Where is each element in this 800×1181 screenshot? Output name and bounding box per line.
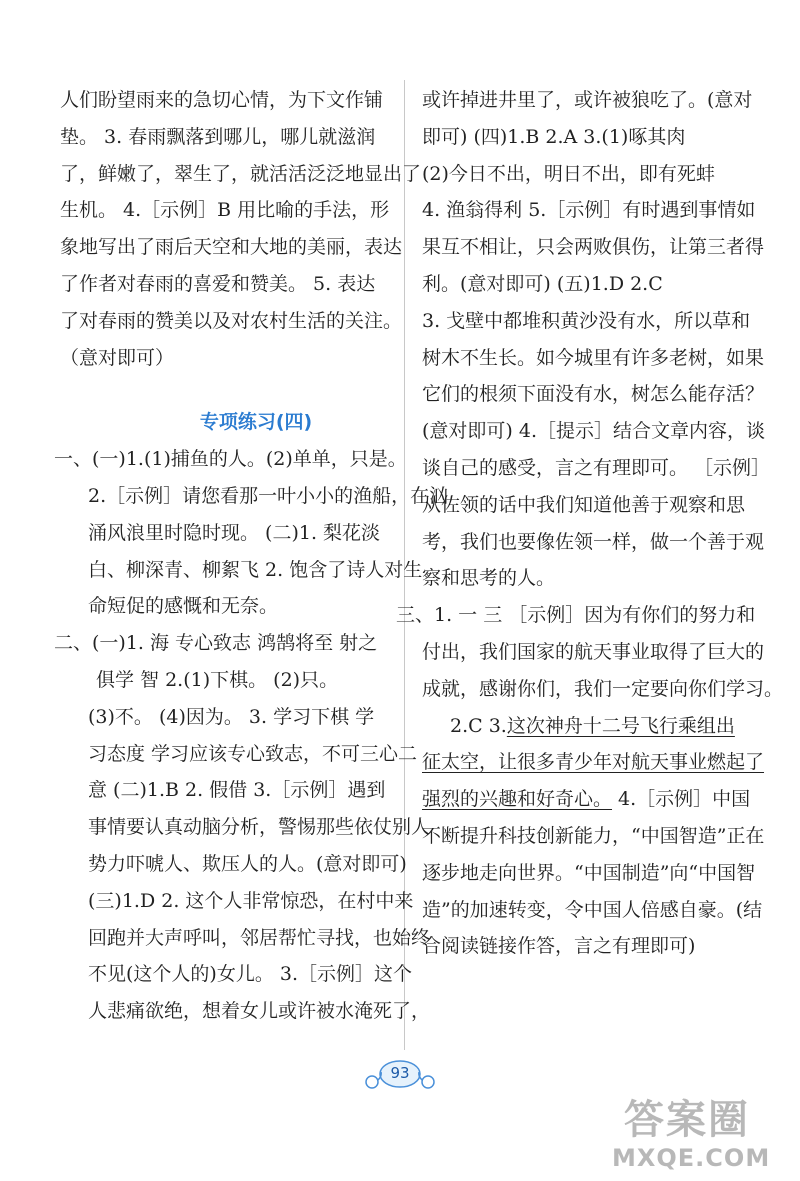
text-line: 白、柳深青、柳絮飞 2. 饱含了诗人对生 bbox=[88, 558, 423, 581]
underlined-text: 强烈的兴趣和好奇心。 bbox=[422, 788, 613, 811]
watermark bbox=[612, 1088, 788, 1174]
underlined-text: 这次神舟十二号飞行乘组出 bbox=[506, 714, 735, 737]
watermark-url: MXQE.COM bbox=[612, 1144, 771, 1172]
watermark-logo: 答案圈 bbox=[624, 1097, 750, 1143]
page-number-badge bbox=[358, 1058, 442, 1092]
text-line: 合阅读链接作答，言之有理即可) bbox=[422, 935, 696, 958]
text-line: 果互不相让，只会两败俱伤，让第三者得 bbox=[422, 236, 765, 259]
text-line: 意 (二)1.B 2. 假借 3.［示例］遇到 bbox=[88, 779, 386, 802]
text-line: 一、(一)1.(1)捕鱼的人。(2)单单，只是。 bbox=[54, 448, 407, 471]
text-line: 势力吓唬人、欺压人的人。(意对即可) bbox=[88, 852, 407, 875]
text-line: 不断提升科技创新能力，“中国智造”正在 bbox=[422, 824, 765, 847]
text-line: 习态度 学习应该专心致志，不可三心二 bbox=[88, 742, 418, 765]
text-line: 2.［示例］请您看那一叶小小的渔船，在汹 bbox=[88, 484, 449, 507]
text-line: 三、1. 一 三 ［示例］因为有你们的努力和 bbox=[396, 604, 756, 627]
text-line: 了对春雨的赞美以及对农村生活的关注。 bbox=[60, 309, 403, 332]
text-line: （意对即可） bbox=[60, 346, 175, 369]
text-line: 命短促的感慨和无奈。 bbox=[88, 595, 279, 618]
text-line: 人们盼望雨来的急切心情，为下文作铺 bbox=[60, 89, 384, 111]
text-line: 付出，我们国家的航天事业取得了巨大的 bbox=[422, 640, 765, 663]
text-line: 了，鲜嫩了，翠生了，就活活泛泛地显出了 bbox=[60, 162, 422, 185]
text-line: 逐步地走向世界。“中国制造”向“中国智 bbox=[422, 861, 756, 884]
text-line bbox=[422, 781, 752, 818]
text-line: 回跑并大声呼叫，邻居帮忙寻找，也始终 bbox=[88, 926, 431, 949]
text-run: 4.［示例］中国 bbox=[612, 788, 751, 811]
text-run: 2.C 3. bbox=[450, 714, 507, 737]
right-column bbox=[396, 82, 784, 965]
page-number: 93 bbox=[390, 1064, 410, 1082]
text-line: (2)今日不出，明日不出，即有死蚌 bbox=[422, 162, 715, 185]
text-line: 察和思考的人。 bbox=[422, 567, 556, 590]
text-line: 成就，感谢你们，我们一定要向你们学习。 bbox=[422, 677, 784, 700]
text-line: 利。(意对即可) (五)1.D 2.C bbox=[422, 272, 663, 295]
section-title: 专项练习(四) bbox=[199, 411, 313, 434]
text-line: 垫。 3. 春雨飘落到哪儿，哪儿就滋润 bbox=[60, 125, 376, 148]
text-line: 涌风浪里时隐时现。 (二)1. 梨花淡 bbox=[88, 521, 381, 544]
text-line: 即可) (四)1.B 2.A 3.(1)啄其肉 bbox=[422, 125, 686, 148]
text-line: 谈自己的感受，言之有理即可。 ［示例］ bbox=[422, 456, 771, 479]
text-line: 它们的根须下面没有水，树怎么能存活？ bbox=[422, 383, 765, 406]
text-line bbox=[422, 708, 752, 745]
underlined-text: 征太空，让很多青少年对航天事业燃起了 bbox=[422, 751, 765, 774]
text-line: 不见(这个人的)女儿。 3.［示例］这个 bbox=[88, 963, 412, 986]
text-line: 象地写出了雨后天空和大地的美丽，表达 bbox=[60, 236, 403, 259]
text-line: 或许掉进井里了，或许被狼吃了。(意对 bbox=[422, 89, 753, 111]
text-line: 考，我们也要像佐领一样，做一个善于观 bbox=[422, 530, 765, 553]
text-line: (意对即可) 4.［提示］结合文章内容，谈 bbox=[422, 420, 765, 443]
text-line: 了作者对春雨的喜爱和赞美。 5. 表达 bbox=[60, 272, 376, 295]
text-line: 树木不生长。如今城里有许多老树，如果 bbox=[422, 346, 765, 369]
text-line: 俱学 智 2.(1)下棋。 (2)只。 bbox=[96, 668, 339, 691]
text-line: 人悲痛欲绝，想着女儿或许被水淹死了， bbox=[88, 1000, 431, 1023]
text-line: 二、(一)1. 海 专心致志 鸿鹄将至 射之 bbox=[54, 632, 378, 655]
left-column bbox=[54, 82, 449, 1030]
text-line: 从佐领的话中我们知道他善于观察和思 bbox=[422, 493, 746, 516]
text-line: (三)1.D 2. 这个人非常惊恐，在村中来 bbox=[88, 889, 414, 912]
text-line: 造”的加速转变，令中国人倍感自豪。(结 bbox=[422, 898, 763, 921]
text-line: 事情要认真动脑分析，警惕那些依仗别人 bbox=[88, 816, 431, 839]
text-line: 4. 渔翁得利 5.［示例］有时遇到事情如 bbox=[422, 199, 756, 222]
text-line: (3)不。 (4)因为。 3. 学习下棋 学 bbox=[88, 705, 375, 728]
text-line: 3. 戈壁中都堆积黄沙没有水，所以草和 bbox=[422, 309, 751, 332]
text-line: 生机。 4.［示例］B 用比喻的手法，形 bbox=[60, 199, 390, 222]
